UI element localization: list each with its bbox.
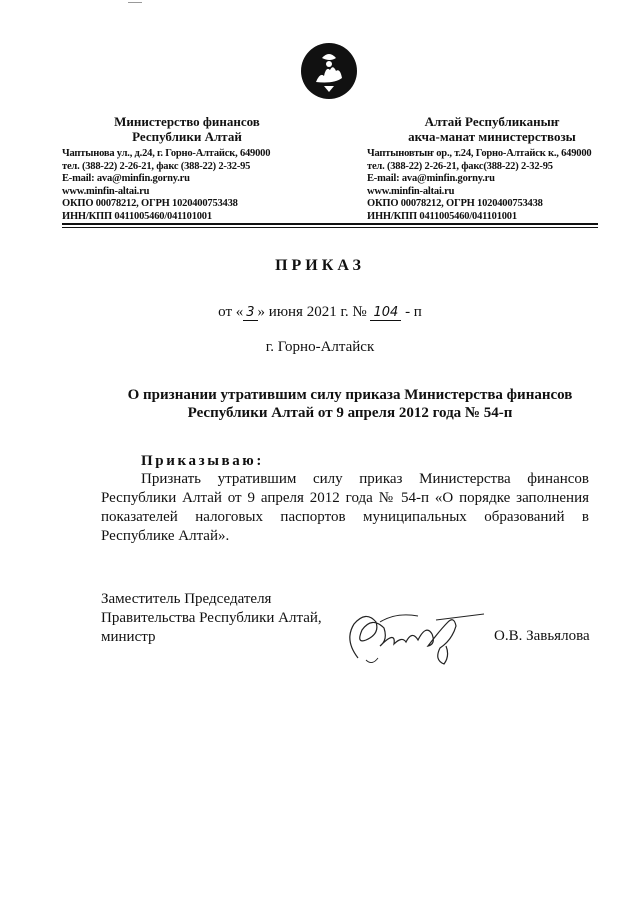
website: www.minfin-altai.ru bbox=[367, 185, 455, 197]
decree-word: Приказываю: bbox=[141, 453, 264, 469]
city: г. Горно-Алтайск bbox=[265, 339, 375, 355]
order-month-year: » июня 2021 г. № bbox=[257, 304, 367, 320]
order-number: 104 bbox=[370, 305, 401, 321]
position-line2: Правительства Республики Алтай, bbox=[101, 610, 322, 626]
signatory-name: О.В. Завьялова bbox=[494, 628, 590, 644]
ministry-name-ru bbox=[62, 114, 312, 144]
website: www.minfin-altai.ru bbox=[62, 185, 150, 197]
email: E-mail: ava@minfin.gorny.ru bbox=[367, 173, 495, 185]
org-name-line2: Республики Алтай bbox=[132, 129, 242, 144]
position-line1: Заместитель Председателя bbox=[101, 591, 272, 607]
email: E-mail: ava@minfin.gorny.ru bbox=[62, 173, 190, 185]
order-day: 3 bbox=[243, 305, 257, 321]
phone: тел. (388-22) 2-26-21, факс (388-22) 2-32-95 bbox=[62, 160, 251, 172]
altai-emblem-icon bbox=[300, 42, 358, 100]
document-title: ПРИКАЗ bbox=[275, 257, 365, 274]
header-right bbox=[367, 114, 617, 224]
org-name-line1: Алтай Республиканыҥ bbox=[424, 114, 560, 129]
subject-line1: О признании утратившим силу приказа Министерства финансов bbox=[127, 387, 573, 403]
order-prefix: от « bbox=[218, 304, 244, 320]
body-text: Признать утратившим силу приказ Министерства финансов Республики Алтай от 9 апреля 2012 года № 54-п «О порядке заполнения показателей налоговых паспортов муниципальных образований в Республике Алтай». bbox=[101, 471, 589, 544]
ministry-name-alt bbox=[367, 114, 617, 144]
address: Чаптынова ул., д.24, г. Горно-Алтайск, 649000 bbox=[62, 148, 271, 159]
order-suffix: - п bbox=[401, 304, 422, 320]
subject-line2: Республики Алтай от 9 апреля 2012 года № 54-п bbox=[187, 405, 513, 421]
position-line3: министр bbox=[101, 629, 156, 645]
address: Чаптыновтыҥ ор., т.24, Горно-Алтайск к., 649000 bbox=[367, 148, 592, 159]
okpo: ОКПО 00078212, ОГРН 1020400753438 bbox=[62, 198, 238, 210]
inn: ИНН/КПП 0411005460/041101001 bbox=[62, 210, 212, 222]
signatory-position bbox=[101, 590, 322, 647]
header-divider-thin bbox=[62, 227, 598, 228]
org-name-line2: акча-манат министерствозы bbox=[408, 129, 576, 144]
inn: ИНН/КПП 0411005460/041101001 bbox=[367, 210, 517, 222]
org-name-line1: Министерство финансов bbox=[114, 114, 260, 129]
contacts-alt bbox=[367, 148, 617, 224]
contacts-ru bbox=[62, 148, 312, 224]
scan-mark bbox=[128, 2, 142, 3]
header-divider-thick bbox=[62, 223, 598, 225]
order-date-number bbox=[0, 304, 640, 321]
okpo: ОКПО 00078212, ОГРН 1020400753438 bbox=[367, 198, 543, 210]
header-left bbox=[62, 114, 312, 224]
order-subject bbox=[62, 386, 638, 422]
handwritten-signature bbox=[336, 600, 486, 672]
phone: тел. (388-22) 2-26-21, факс(388-22) 2-32-95 bbox=[367, 160, 553, 172]
